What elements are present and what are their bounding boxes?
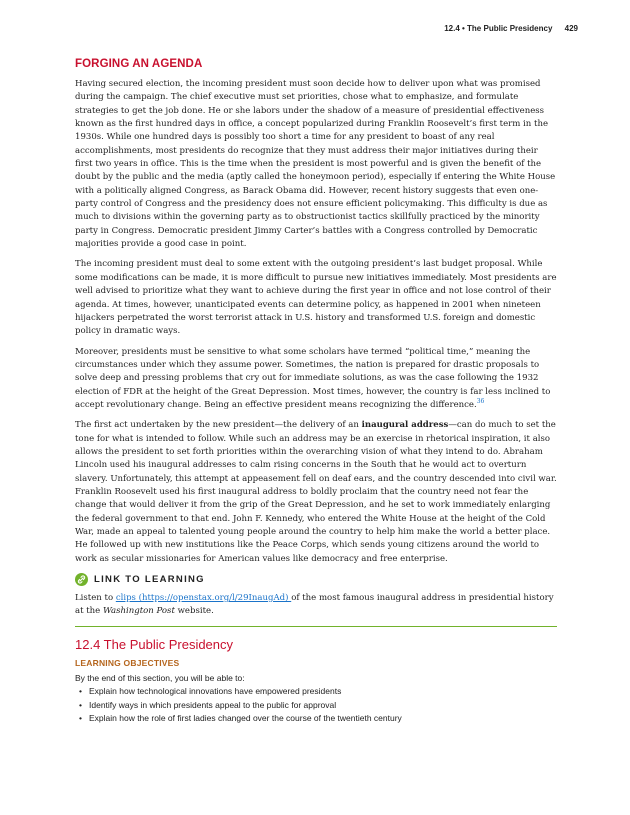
agenda-paragraph-4 [75,419,557,566]
list-item: • Explain how technological innovations have empowered presidents [75,685,557,699]
learning-objectives-heading: LEARNING OBJECTIVES [75,658,180,669]
link-icon [75,573,88,586]
agenda-paragraph-1: Having secured election, the incoming president must soon decide how to deliver upon what was promised during the campaign. The chief executive must set priorities, chose what to emphasize, and formulate strategies to get the job done. He or she labors under the shadow of a measure of presidential effectiveness known as the first hundred days in office, a concept popularized during Franklin Roosevelt’s first term in the 1930s. While one hundred days is possibly too short a time for any president to boast of any real accomplishments, most presidents do recognize that they must address their major initiatives during their first two years in office. This is the time when the president is most powerful and is given the benefit of the doubt by the public and the media (aptly called the honeymoon period), especially if entering the White House with a politically aligned Congress, as Barack Obama did. However, recent history suggests that even one-party control of Congress and the presidency does not ensure efficient policymaking. This difficulty is due as much to divisions within the governing party as to obstructionist tactics skillfully practiced by the minority party in Congress. Democratic president Jimmy Carter’s battles with a Congress controlled by Democratic majorities provide a good case in point. [75,79,556,250]
link-to-learning-title: LINK TO LEARNING [94,574,205,586]
p4-text-before: The first act undertaken by the new president—the delivery of an [75,420,362,431]
link-to-learning-header [75,573,557,586]
page-content [75,58,557,726]
agenda-paragraph-2: The incoming president must deal to some extent with the outgoing president’s last budget proposal. While some modifications can be made, it is more difficult to pursue new initiatives immediately. Most presidents are well advised to prioritize what they want to achieve during the first year in office and not lose control of their agenda. At times, however, unanticipated events can determine policy, as happened in 2001 when nineteen hijackers perpetrated the worst terrorist attack in U.S. history and transformed U.S. foreign and domestic policy in dramatic ways. [75,259,557,337]
l2l-text-after: website. [174,606,214,617]
learning-objectives-list [75,685,557,726]
section-divider [75,626,557,628]
section-heading: 12.4 The Public Presidency [75,637,234,653]
header-section-label: 12.4 • The Public Presidency [444,24,553,33]
p4-text-after: —can do much to set the tone for what is intended to follow. While such an address may be an exercise in rhetorical inspiration, it also allows the president to set forth priorities within the overarching vision of what they intend to do. Abraham Lincoln used his inaugural addresses to calm rising concerns in the South that he would act to overturn slavery. Unfortunately, this attempt at appeasement fell on deaf ears, and the country descended into civil war. Franklin Roosevelt used his first inaugural address to boldly proclaim that the country need not fear the change that would deliver it from the grip of the Great Depression, and he set to work immediately enlarging the federal government to that end. John F. Kennedy, who entered the White House at the height of the Cold War, made an appeal to talented young people around the country to help him make the world a better place. He followed up with new institutions like the Peace Corps, which sends young citizens around the world to work as secular missionaries for American values like democracy and free enterprise. [75,420,557,564]
clips-link[interactable]: clips (https://openstax.org/l/29InaugAd) [115,593,292,604]
footnote-ref-36[interactable]: 36 [476,398,485,406]
page-number: 429 [564,24,578,33]
agenda-paragraph-3-text: Moreover, presidents must be sensitive to what some scholars have termed “political time,” meaning the circumstances under which they assume power. Sometimes, the nation is prepared for drastic proposals to solve deep and pressing problems that cry out for immediate solutions, as was the case following the 1932 election of FDR at the height of the Great Depression. Most times, however, the country is far less inclined to accept revolutionary change. Being an effective president means recognizing the difference. [75,346,551,410]
washington-post-title: Washington Post [102,606,175,617]
key-term-inaugural-address: inaugural address [361,420,449,431]
agenda-heading: FORGING AN AGENDA [75,58,203,70]
running-header [444,24,578,33]
agenda-paragraph-3 [75,346,557,413]
learning-objectives-intro: By the end of this section, you will be able to: [75,673,245,684]
list-item: • Identify ways in which presidents appeal to the public for approval [75,699,557,713]
list-item: • Explain how the role of first ladies changed over the course of the twentieth century [75,712,557,726]
link-to-learning-text [75,592,557,619]
l2l-text-middle: of the most famous inaugural address in presidential history at the [75,593,554,617]
l2l-text-before: Listen to [75,593,116,604]
